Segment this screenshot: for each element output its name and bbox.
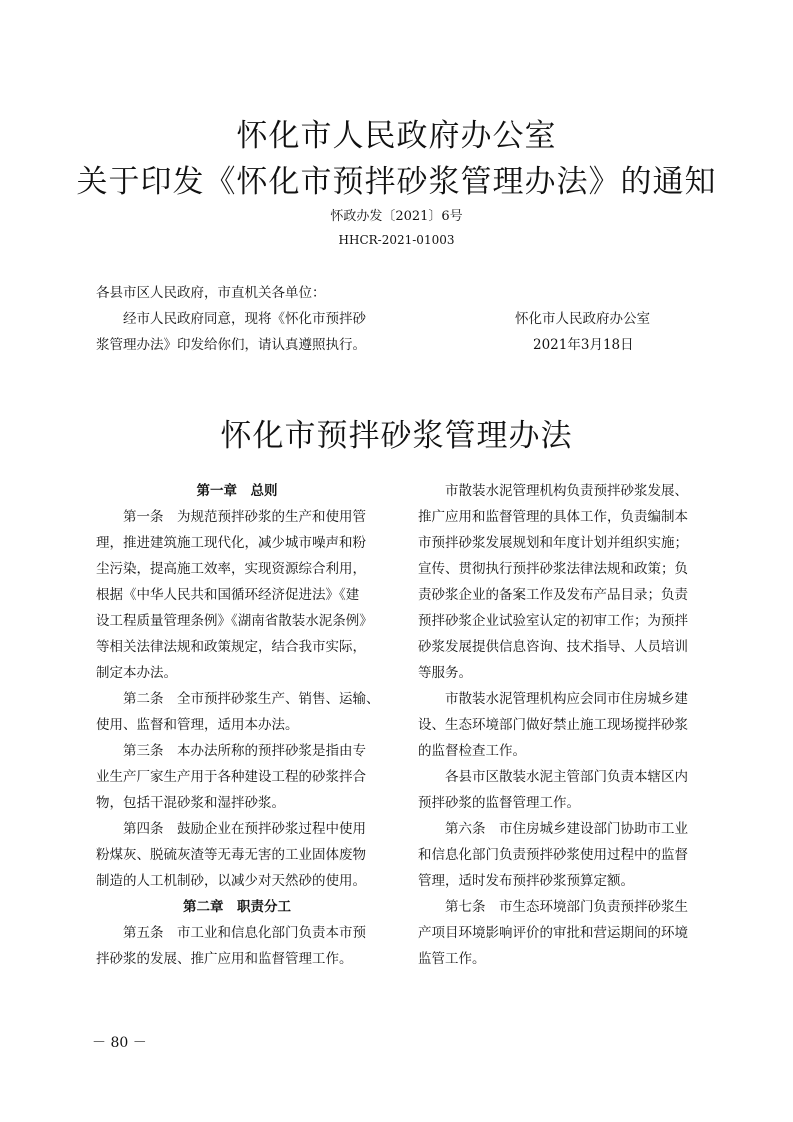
article-3: 第三条 本办法所称的预拌砂浆是指由专 业生产厂家生产用于各种建设工程的砂浆拌合 物，包括干混砂浆和湿拌砂浆。 (96, 743, 366, 811)
notice-body-line1: 经市人民政府同意，现将《怀化市预拌砂 (123, 311, 366, 327)
regulation-title: 怀化市预拌砂浆管理办法 (220, 418, 573, 454)
left-column (96, 478, 378, 972)
notice-body-line2: 浆管理办法》印发给你们，请认真遵照执行。 (96, 337, 366, 353)
paragraph-county-supervision: 各县市区散装水泥主管部门负责本辖区内 预拌砂浆的监督管理工作。 (418, 769, 688, 811)
paragraph-site-mixing-inspection: 市散装水泥管理机构应会同市住房城乡建 设、生态环境部门做好禁止施工现场搅拌砂浆 的监督检查工作。 (418, 691, 688, 759)
article-4: 第四条 鼓励企业在预拌砂浆过程中使用 粉煤灰、脱硫灰渣等无毒无害的工业固体废物 制造的人工机制砂，以减少对天然砂的使用。 (96, 821, 366, 889)
article-5: 第五条 市工业和信息化部门负责本市预 拌砂浆的发展、推广应用和监督管理工作。 (96, 925, 366, 967)
article-6: 第六条 市住房城乡建设部门协助市工业 和信息化部门负责预拌砂浆使用过程中的监督 管理，适时发布预拌砂浆预算定额。 (418, 821, 688, 889)
notice-title-line2: 关于印发《怀化市预拌砂浆管理办法》的通知 (76, 164, 717, 200)
right-column (418, 478, 700, 972)
issuer: 怀化市人民政府办公室 (515, 311, 650, 327)
document-number: 怀政办发〔2021〕6号 (330, 209, 463, 224)
notice-title-line1: 怀化市人民政府办公室 (236, 118, 557, 154)
document-code: HHCR-2021-01003 (338, 233, 455, 247)
issue-date: 2021年3月18日 (533, 337, 634, 353)
paragraph-cement-agency-duties: 市散装水泥管理机构负责预拌砂浆发展、 推广应用和监督管理的具体工作，负责编制本 市预拌砂浆发展规划和年度计划并组织实施； 宣传、贯彻执行预拌砂浆法律法规和政策；负 责砂浆企业的备案工作及发布产品目录；负责 预拌砂浆企业试验室认定的初审工作；为预拌 砂浆发展提供信息咨询、技术指导、人员培训 等服务。 (418, 483, 688, 681)
article-7: 第七条 市生态环境部门负责预拌砂浆生 产项目环境影响评价的审批和营运期间的环境 监管工作。 (418, 899, 688, 967)
article-2: 第二条 全市预拌砂浆生产、销售、运输、 使用、监督和管理，适用本办法。 (96, 691, 380, 733)
article-1: 第一条 为规范预拌砂浆的生产和使用管 理，推进建筑施工现代化，减少城市噪声和粉 尘污染，提高施工效率，实现资源综合利用， 根据《中华人民共和国循环经济促进法》《建 设工程质量管理条例》《湖南省散装水泥条例》 等相关法律法规和政策规定，结合我市实际， 制定本办法。 (96, 509, 373, 681)
chapter-1-heading: 第一章 总则 (196, 483, 278, 499)
chapter-2-heading: 第二章 职责分工 (183, 899, 291, 915)
addressee: 各县市区人民政府，市直机关各单位： (96, 285, 326, 301)
page-number: － 80 － (92, 1035, 147, 1051)
